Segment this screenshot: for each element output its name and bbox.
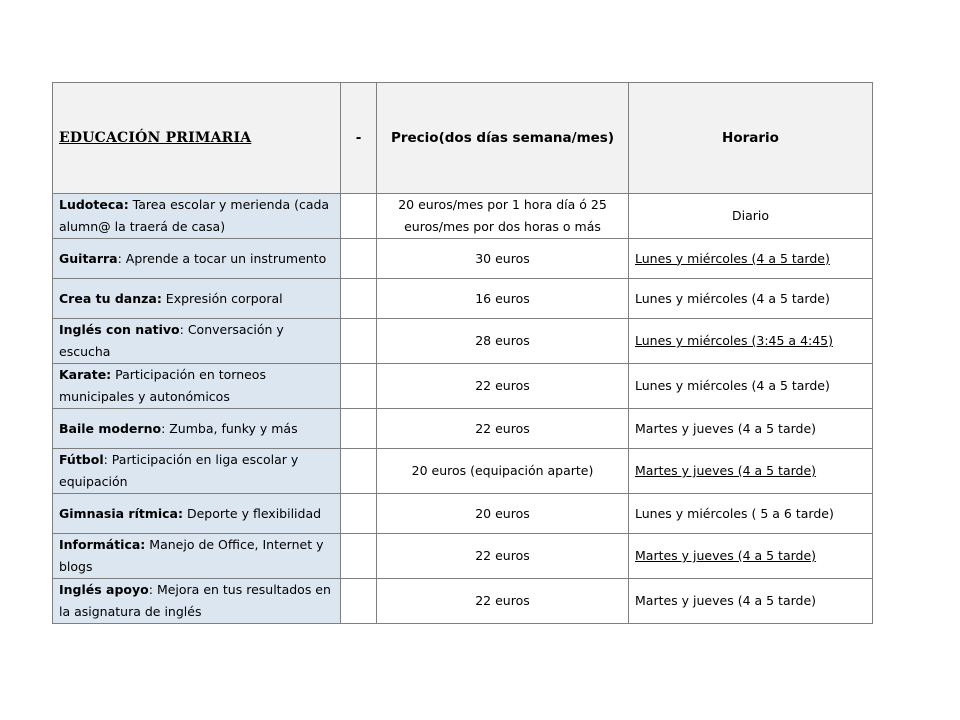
table-row [53, 319, 873, 364]
spacer-cell [341, 579, 377, 624]
table-row [53, 494, 873, 534]
schedule-cell [629, 494, 873, 534]
activity-cell [53, 239, 341, 279]
activity-name: Ludoteca: [59, 197, 129, 212]
schedule-cell [629, 239, 873, 279]
activity-name: Crea tu danza: [59, 290, 162, 306]
activity-name: Karate: [59, 367, 112, 382]
schedule-cell [629, 194, 873, 239]
spacer-cell [341, 239, 377, 279]
table-row [53, 364, 873, 409]
spacer-cell [341, 319, 377, 364]
schedule-cell [629, 534, 873, 579]
spacer-cell [341, 194, 377, 239]
schedule-text: Lunes y miércoles (3:45 a 4:45) [635, 333, 834, 348]
price-cell: 22 euros [377, 579, 629, 624]
activity-cell [53, 449, 341, 494]
price-cell: 22 euros [377, 364, 629, 409]
schedule-cell [629, 364, 873, 409]
schedule-cell [629, 279, 873, 319]
schedule-text: Lunes y miércoles (4 a 5 tarde) [635, 378, 830, 393]
price-column-heading: Precio(dos días semana/mes) [377, 83, 629, 194]
activity-description: : Participación en liga escolar y equipación [59, 452, 299, 489]
spacer-cell [341, 279, 377, 319]
activities-table [52, 82, 873, 624]
activity-description: : Aprende a tocar un instrumento [117, 250, 327, 266]
price-cell: 28 euros [377, 319, 629, 364]
spacer-cell [341, 494, 377, 534]
schedule-text: Martes y jueves (4 a 5 tarde) [635, 548, 817, 563]
schedule-column-heading: Horario [629, 83, 873, 194]
activity-cell [53, 194, 341, 239]
price-cell: 20 euros (equipación aparte) [377, 449, 629, 494]
schedule-cell [629, 579, 873, 624]
activity-name: Gimnasia rítmica: [59, 505, 183, 521]
activity-cell [53, 579, 341, 624]
spacer-cell [341, 449, 377, 494]
schedule-text: Martes y jueves (4 a 5 tarde) [635, 593, 817, 608]
spacer-cell [341, 409, 377, 449]
schedule-text: Lunes y miércoles (4 a 5 tarde) [635, 290, 830, 306]
price-cell: 16 euros [377, 279, 629, 319]
activity-description: Tarea escolar y merienda (cada alumn@ la traerá de casa) [59, 197, 330, 234]
activity-description: Manejo de Office, Internet y blogs [59, 537, 324, 574]
schedule-text: Lunes y miércoles ( 5 a 6 tarde) [635, 505, 834, 521]
activity-name: Informática: [59, 537, 146, 552]
spacer-cell [341, 364, 377, 409]
table-title: EDUCACIÓN PRIMARIA [53, 83, 341, 194]
schedule-text: Martes y jueves (4 a 5 tarde) [635, 420, 817, 436]
activity-description: : Zumba, funky y más [161, 420, 298, 436]
activity-name: Guitarra [59, 250, 118, 266]
activity-description: : Conversación y escucha [59, 322, 284, 359]
price-cell: 20 euros [377, 494, 629, 534]
activity-name: Baile moderno [59, 420, 162, 436]
table-row [53, 279, 873, 319]
activity-description: : Mejora en tus resultados en la asignatura de inglés [59, 582, 331, 619]
table-row [53, 579, 873, 624]
schedule-cell [629, 319, 873, 364]
schedule-text: Martes y jueves (4 a 5 tarde) [635, 463, 817, 478]
schedule-text: Lunes y miércoles (4 a 5 tarde) [635, 250, 830, 266]
activity-cell [53, 364, 341, 409]
price-cell: 30 euros [377, 239, 629, 279]
table-row [53, 409, 873, 449]
activity-name: Inglés con nativo [59, 322, 180, 337]
activity-name: Inglés apoyo [59, 582, 149, 597]
activity-description: Participación en torneos municipales y autonómicos [59, 367, 266, 404]
table-row [53, 534, 873, 579]
spacer-cell [341, 534, 377, 579]
header-marker: - [341, 83, 377, 194]
schedule-cell [629, 409, 873, 449]
activity-description: Expresión corporal [161, 290, 283, 306]
table-row [53, 239, 873, 279]
activity-cell [53, 319, 341, 364]
activity-name: Fútbol [59, 452, 104, 467]
table-row [53, 194, 873, 239]
activity-cell [53, 279, 341, 319]
table-header-row [53, 83, 873, 194]
activity-cell [53, 409, 341, 449]
activity-description: Deporte y flexibilidad [183, 505, 322, 521]
price-cell: 20 euros/mes por 1 hora día ó 25 euros/mes por dos horas o más [377, 194, 629, 239]
table-row [53, 449, 873, 494]
schedule-text: Diario [731, 208, 770, 223]
price-cell: 22 euros [377, 534, 629, 579]
activity-cell [53, 494, 341, 534]
price-cell: 22 euros [377, 409, 629, 449]
activity-cell [53, 534, 341, 579]
schedule-cell [629, 449, 873, 494]
